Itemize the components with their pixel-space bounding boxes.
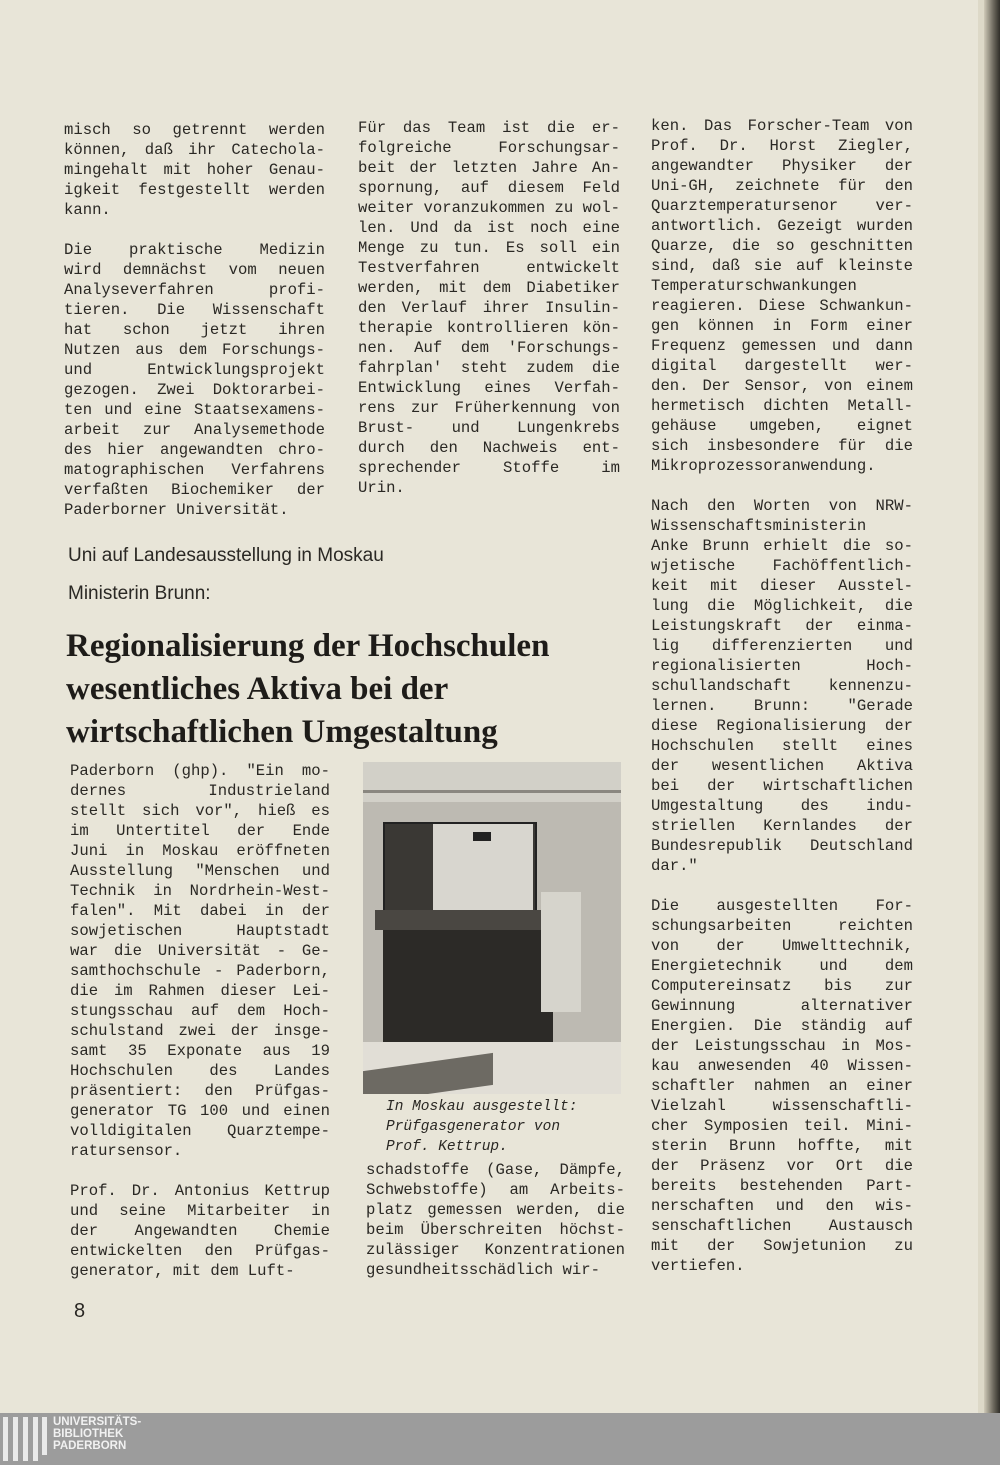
photo-pruefgasgenerator	[363, 762, 621, 1094]
text-line: gesundheitsschädlich wir-	[366, 1261, 600, 1279]
text-line: der Angewandten Chemie	[70, 1222, 330, 1240]
article-headline	[66, 625, 549, 754]
text-line: stellt sich vor", hieß es	[70, 802, 330, 820]
caption-line: In Moskau ausgestellt:	[386, 1099, 578, 1115]
text-line: zulässiger Konzentrationen	[366, 1241, 625, 1259]
text-line: diese Regionalisierung der	[651, 717, 913, 735]
text-line: Juni in Moskau eröffneten	[70, 842, 330, 860]
text-line: Mikroprozessoranwendung.	[651, 457, 876, 475]
text-line: vertiefen.	[651, 1257, 745, 1275]
text-line: Hochschulen des Landes	[70, 1062, 330, 1080]
text-line: den Verlauf ihrer Insulin-	[358, 299, 620, 317]
text-line: Bundesrepublik Deutschland	[651, 837, 913, 855]
text-line: und seine Mitarbeiter in	[70, 1202, 330, 1220]
text-line: nerschaften und den wis-	[651, 1197, 913, 1215]
text-line: Nach den Worten von NRW-	[651, 497, 913, 515]
text-line: generator, mit dem Luft-	[70, 1262, 295, 1280]
headline-line: wesentliches Aktiva bei der	[66, 671, 449, 707]
text-line: mingehalt mit hoher Genau-	[64, 161, 325, 179]
text-line: der wesentlichen Aktiva	[651, 757, 913, 775]
article-column-2	[366, 1160, 625, 1300]
text-line: misch so getrennt werden	[64, 121, 325, 139]
text-line: samt 35 Exponate aus 19	[70, 1042, 330, 1060]
text-line: Frequenz gemessen und dann	[651, 337, 913, 355]
text-line: den. Der Sensor, von einem	[651, 377, 913, 395]
text-line: können, daß ihr Catechola-	[64, 141, 325, 159]
text-line: Nutzen aus dem Forschungs-	[64, 341, 325, 359]
text-line: schungsarbeiten reichten	[651, 917, 913, 935]
page-edge-shadow	[984, 0, 1000, 1413]
text-line: folgreiche Forschungsar-	[358, 139, 620, 157]
text-line: Ausstellung "Menschen und	[70, 862, 330, 880]
text-line: Prof. Dr. Antonius Kettrup	[70, 1182, 330, 1200]
text-line: im Untertitel der Ende	[70, 822, 330, 840]
text-line: lig differenzierten und	[651, 637, 913, 655]
text-line: hermetisch dichten Metall-	[651, 397, 913, 415]
text-line: striellen Kernlandes der	[651, 817, 913, 835]
text-line: bei der wirtschaftlichen	[651, 777, 913, 795]
text-line: Für das Team ist die er-	[358, 119, 620, 137]
text-line: schullandschaft kennenzu-	[651, 677, 913, 695]
text-line: sprechender Stoffe im	[358, 459, 620, 477]
text-line: Technik in Nordrhein-West-	[70, 882, 330, 900]
text-line: kau anwesenden 40 Wissen-	[651, 1057, 913, 1075]
text-line: keit mit dieser Ausstel-	[651, 577, 913, 595]
text-line: nen. Auf dem 'Forschungs-	[358, 339, 620, 357]
text-line: sowjetischen Hauptstadt	[70, 922, 330, 940]
text-line: beit der letzten Jahre An-	[358, 159, 620, 177]
article-kicker: Uni auf Landesausstellung in Moskau	[68, 545, 384, 566]
photo-caption	[386, 1097, 577, 1157]
text-line: senschaftlichen Austausch	[651, 1217, 913, 1235]
text-line: stungsschau auf dem Hoch-	[70, 1002, 330, 1020]
text-line: cher Symposien teil. Mini-	[651, 1117, 913, 1135]
text-line: Paderborn (ghp). "Ein mo-	[70, 762, 330, 780]
text-line: reagieren. Diese Schwankun-	[651, 297, 913, 315]
top-column-2	[358, 118, 620, 518]
paragraph	[651, 896, 913, 1276]
text-line: ken. Das Forscher-Team von	[651, 117, 913, 135]
text-line: sind, daß sie auf kleinste	[651, 257, 913, 275]
text-line: Leistungskraft der einma-	[651, 617, 913, 635]
text-line: ten und eine Staatsexamens-	[64, 401, 325, 419]
text-line: gen können in Form einer	[651, 317, 913, 335]
text-line: wird demnächst vom neuen	[64, 261, 325, 279]
text-line: generator TG 100 und einen	[70, 1102, 330, 1120]
text-line: Paderborner Universität.	[64, 501, 289, 519]
text-line: schadstoffe (Gase, Dämpfe,	[366, 1161, 625, 1179]
text-line: Energien. Die ständig auf	[651, 1017, 913, 1035]
paragraph	[64, 240, 325, 520]
paragraph	[651, 496, 913, 876]
text-line: Schwebstoffe) am Arbeits-	[366, 1181, 625, 1199]
article-subkicker: Ministerin Brunn:	[68, 583, 211, 604]
text-line: Vielzahl wissenschaftli-	[651, 1097, 913, 1115]
text-line: falen". Mit dabei in der	[70, 902, 330, 920]
paragraph	[70, 761, 330, 1161]
text-line: Umgestaltung des indu-	[651, 797, 913, 815]
text-line: Hochschulen stellt eines	[651, 737, 913, 755]
text-line: platz gemessen werden, die	[366, 1201, 625, 1219]
text-line: Wissenschaftsministerin	[651, 517, 867, 535]
text-line: des hier angewandten chro-	[64, 441, 325, 459]
text-line: Quarze, die so geschnitten	[651, 237, 913, 255]
right-column	[651, 116, 913, 1296]
text-line: gehäuse umgeben, eignet	[651, 417, 913, 435]
library-logo-text	[53, 1416, 141, 1452]
paragraph	[651, 116, 913, 476]
text-line: Die ausgestellten For-	[651, 897, 913, 915]
text-line: die im Rahmen dieser Lei-	[70, 982, 330, 1000]
logo-line: UNIVERSITÄTS-	[53, 1416, 142, 1428]
text-line: rens zur Früherkennung von	[358, 399, 620, 417]
text-line: Gewinnung alternativer	[651, 997, 913, 1015]
text-line: antwortlich. Gezeigt wurden	[651, 217, 913, 235]
text-line: gezogen. Zwei Doktorarbei-	[64, 381, 325, 399]
text-line: Brust- und Lungenkrebs	[358, 419, 620, 437]
text-line: igkeit festgestellt werden	[64, 181, 325, 199]
text-line: lernen. Brunn: "Gerade	[651, 697, 913, 715]
text-line: Die praktische Medizin	[64, 241, 325, 259]
text-line: Computereinsatz bis zur	[651, 977, 913, 995]
article-column-1	[70, 761, 330, 1301]
text-line: Quarztemperatursenor ver-	[651, 197, 913, 215]
text-line: Temperaturschwankungen	[651, 277, 857, 295]
paragraph	[366, 1160, 625, 1280]
text-line: sich insbesondere für die	[651, 437, 913, 455]
text-line: therapie kontrollieren kön-	[358, 319, 620, 337]
text-line: bereits bestehenden Part-	[651, 1177, 913, 1195]
text-line: mit der Sowjetunion zu	[651, 1237, 913, 1255]
logo-line: PADERBORN	[53, 1440, 127, 1452]
caption-line: Prüfgasgenerator von	[386, 1119, 561, 1135]
text-line: lung die Möglichkeit, die	[651, 597, 913, 615]
text-line: durch den Nachweis ent-	[358, 439, 620, 457]
text-line: werden, mit dem Diabetiker	[358, 279, 620, 297]
text-line: fahrplan' steht zudem die	[358, 359, 620, 377]
text-line: präsentiert: den Prüfgas-	[70, 1082, 330, 1100]
text-line: Urin.	[358, 479, 405, 497]
text-line: wjetische Fachöffentlich-	[651, 557, 913, 575]
text-line: dar."	[651, 857, 698, 875]
text-line: digital dargestellt wer-	[651, 357, 913, 375]
text-line: entwickelten den Prüfgas-	[70, 1242, 330, 1260]
text-line: verfaßten Biochemiker der	[64, 481, 325, 499]
text-line: weiter voranzukommen zu wol-	[358, 199, 621, 217]
text-line: schulstand zwei der insge-	[70, 1022, 330, 1040]
text-line: Anke Brunn erhielt die so-	[651, 537, 913, 555]
caption-line: Prof. Kettrup.	[386, 1139, 508, 1155]
text-line: sterin Brunn hoffte, mit	[651, 1137, 913, 1155]
text-line: Analyseverfahren profi-	[64, 281, 325, 299]
text-line: Testverfahren entwickelt	[358, 259, 620, 277]
headline-line: wirtschaftlichen Umgestaltung	[66, 714, 498, 750]
paragraph	[358, 118, 620, 498]
text-line: kann.	[64, 201, 111, 219]
text-line: der Präsenz vor Ort die	[651, 1157, 913, 1175]
text-line: tieren. Die Wissenschaft	[64, 301, 325, 319]
library-footer	[0, 1413, 1000, 1465]
page-number: 8	[74, 1300, 86, 1322]
text-line: Prof. Dr. Horst Ziegler,	[651, 137, 913, 155]
text-line: schaftler nahmen an einer	[651, 1077, 913, 1095]
text-line: ratursensor.	[70, 1142, 183, 1160]
logo-line: BIBLIOTHEK	[53, 1428, 124, 1440]
text-line: regionalisierten Hoch-	[651, 657, 913, 675]
paragraph	[64, 120, 325, 220]
paragraph	[70, 1181, 330, 1281]
top-column-1	[64, 120, 325, 540]
text-line: dernes Industrieland	[70, 782, 330, 800]
text-line: len. Und da ist noch eine	[358, 219, 620, 237]
text-line: spornung, auf diesem Feld	[358, 179, 620, 197]
text-line: Uni-GH, zeichnete für den	[651, 177, 913, 195]
text-line: angewandter Physiker der	[651, 157, 913, 175]
text-line: samthochschule - Paderborn,	[70, 962, 330, 980]
text-line: Energietechnik und dem	[651, 957, 913, 975]
headline-line: Regionalisierung der Hochschulen	[66, 628, 550, 664]
text-line: Entwicklung eines Verfah-	[358, 379, 620, 397]
text-line: hat schon jetzt ihren	[64, 321, 325, 339]
text-line: Menge zu tun. Es soll ein	[358, 239, 620, 257]
text-line: war die Universität - Ge-	[70, 942, 330, 960]
text-line: und Entwicklungsprojekt	[64, 361, 325, 379]
text-line: von der Umwelttechnik,	[651, 937, 913, 955]
text-line: volldigitalen Quarztempe-	[70, 1122, 330, 1140]
text-line: matographischen Verfahrens	[64, 461, 325, 479]
text-line: beim Überschreiten höchst-	[366, 1221, 625, 1239]
text-line: der Leistungsschau in Mos-	[651, 1037, 913, 1055]
text-line: arbeit zur Analysemethode	[64, 421, 325, 439]
